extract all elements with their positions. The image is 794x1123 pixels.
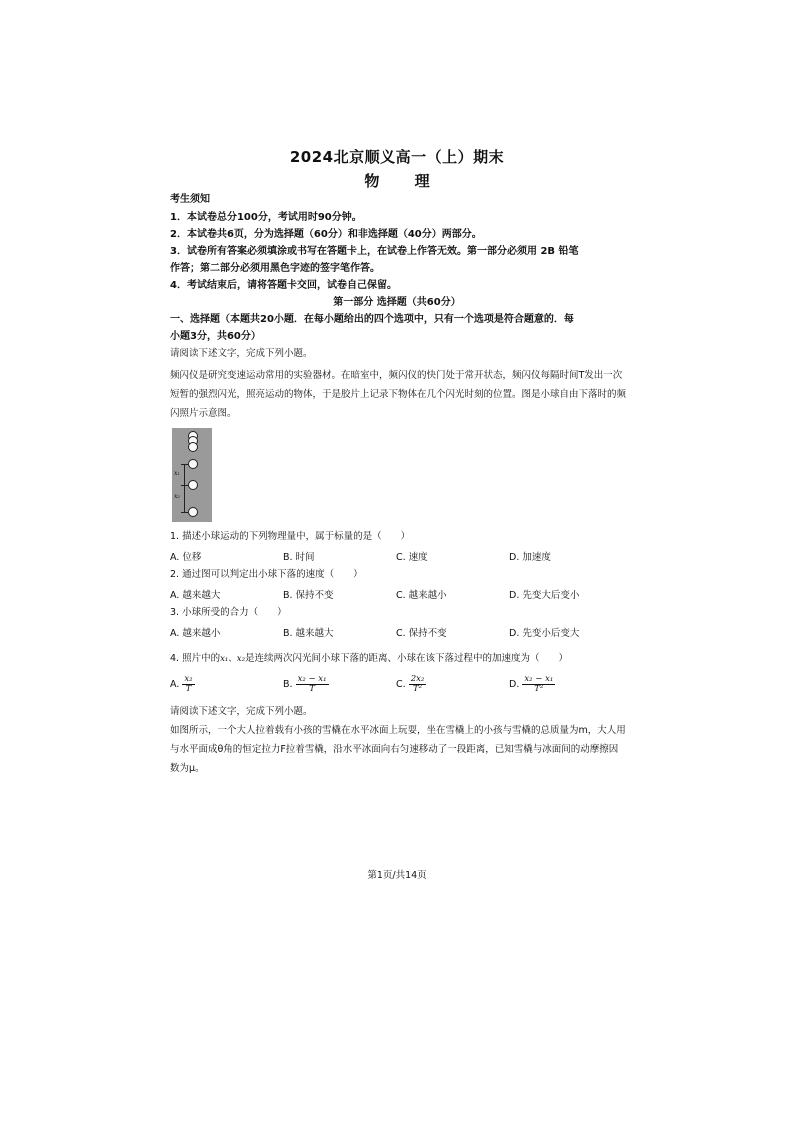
section-heading-line1: 一、选择题（本题共20小题．在每小题给出的四个选项中，只有一个选项是符合题意的．每 — [170, 314, 574, 325]
q3-option-b: B. 越来越大 — [283, 628, 334, 639]
q2-option-b: B. 保持不变 — [283, 590, 334, 601]
passage-strobe: 频闪仪是研究变速运动常用的实验器材。在暗室中，频闪仪的快门处于常开状态，频闪仪每隔时间T发出一次短暂的强烈闪光，照亮运动的物体，于是胶片上记录下物体在几个闪光时刻的位置。图是小球自由下落时的频闪照片示意图。 — [170, 370, 627, 419]
q3-option-d: D. 先变小后变大 — [509, 628, 580, 639]
q2-option-a: A. 越来越大 — [170, 590, 221, 601]
distance-tick — [181, 464, 188, 465]
q2-option-d: D. 先变大后变小 — [509, 590, 580, 601]
ball-image-6 — [188, 507, 198, 517]
question-1-stem: 1. 描述小球运动的下列物理量中，属于标量的是（ ） — [170, 531, 411, 542]
question-4-stem — [170, 651, 568, 667]
q1-option-c: C. 速度 — [396, 552, 428, 563]
reading-instruction-2: 请阅读下述文字，完成下列小题。 — [170, 706, 313, 717]
section-heading-line2: 小题3分，共60分） — [170, 331, 261, 342]
q1-option-a: A. 位移 — [170, 552, 202, 563]
question-2-stem: 2. 通过图可以判定出小球下落的速度（ ） — [170, 569, 363, 580]
distance-marker-line — [184, 464, 185, 512]
part1-heading: 第一部分 选择题（共60分） — [333, 297, 461, 308]
q3-option-c: C. 保持不变 — [396, 628, 447, 639]
ball-image-5 — [188, 480, 198, 490]
notice-item-2: 2．本试卷共6页，分为选择题（60分）和非选择题（40分）两部分。 — [170, 229, 482, 240]
q4-option-b: B. $\frac{\text{x₂ − x₁}}{T}$ — [283, 674, 327, 694]
q2-option-c: C. 越来越小 — [396, 590, 447, 601]
q4-option-c-fraction: $\frac{\text{2x₂}}{\text{T²}}$ — [410, 674, 425, 694]
q4-option-c: C. $\frac{\text{2x₂}}{\text{T²}}$ — [396, 674, 425, 694]
q4-stem-vars: x₁、x₂ — [220, 654, 245, 664]
ball-image-3 — [188, 442, 198, 452]
notice-heading: 考生须知 — [170, 194, 210, 205]
q3-option-a: A. 越来越小 — [170, 628, 221, 639]
q4-option-d: D. $\frac{\text{x₂ − x₁}}{\text{T²}}$ — [509, 674, 554, 694]
distance-tick — [181, 485, 188, 486]
label-x1: x₁ — [174, 470, 180, 477]
question-3-stem: 3. 小球所受的合力（ ） — [170, 607, 287, 618]
distance-tick — [181, 512, 188, 513]
q4-option-a-fraction: $\frac{\text{x₂}}{T}$ — [184, 674, 193, 694]
notice-item-1: 1．本试卷总分100分，考试用时90分钟。 — [170, 212, 362, 223]
strobe-photo-figure — [172, 428, 212, 522]
q1-option-d: D. 加速度 — [509, 552, 551, 563]
notice-item-3-cont: 作答；第二部分必须用黑色字迹的签字笔作答。 — [170, 263, 380, 274]
ball-image-4 — [188, 459, 198, 469]
passage-sled: 如图所示，一个大人拉着载有小孩的雪橇在水平冰面上玩耍，坐在雪橇上的小孩与雪橇的总质量为m，大人用与水平面成θ角的恒定拉力F拉着雪橇，沿水平冰面向右匀速移动了一段距离，已知雪橇与冰面间的动摩擦因数为μ。 — [170, 725, 626, 774]
page-number: 第1页/共14页 — [367, 870, 427, 881]
label-x2: x₂ — [174, 493, 180, 500]
notice-item-3: 3．试卷所有答案必须填涂或书写在答题卡上，在试卷上作答无效。第一部分必须用 2B 铅笔 — [170, 246, 579, 257]
q4-option-a: A. $\frac{\text{x₂}}{T}$ — [170, 674, 193, 694]
q4-option-d-fraction: $\frac{\text{x₂ − x₁}}{\text{T²}}$ — [524, 674, 554, 694]
exam-title: 2024北京顺义高一（上）期末 — [289, 148, 505, 166]
q4-stem-pre: 4. 照片中的 — [170, 653, 221, 664]
exam-subject: 物 理 — [364, 172, 430, 190]
q1-option-b: B. 时间 — [283, 552, 315, 563]
q4-option-b-fraction: $\frac{\text{x₂ − x₁}}{T}$ — [297, 674, 327, 694]
notice-item-4: 4．考试结束后，请将答题卡交回，试卷自己保留。 — [170, 280, 397, 291]
reading-instruction-1: 请阅读下述文字，完成下列小题。 — [170, 348, 313, 359]
q4-stem-post: 是连续两次闪光间小球下落的距离、小球在该下落过程中的加速度为（ ） — [245, 653, 569, 664]
